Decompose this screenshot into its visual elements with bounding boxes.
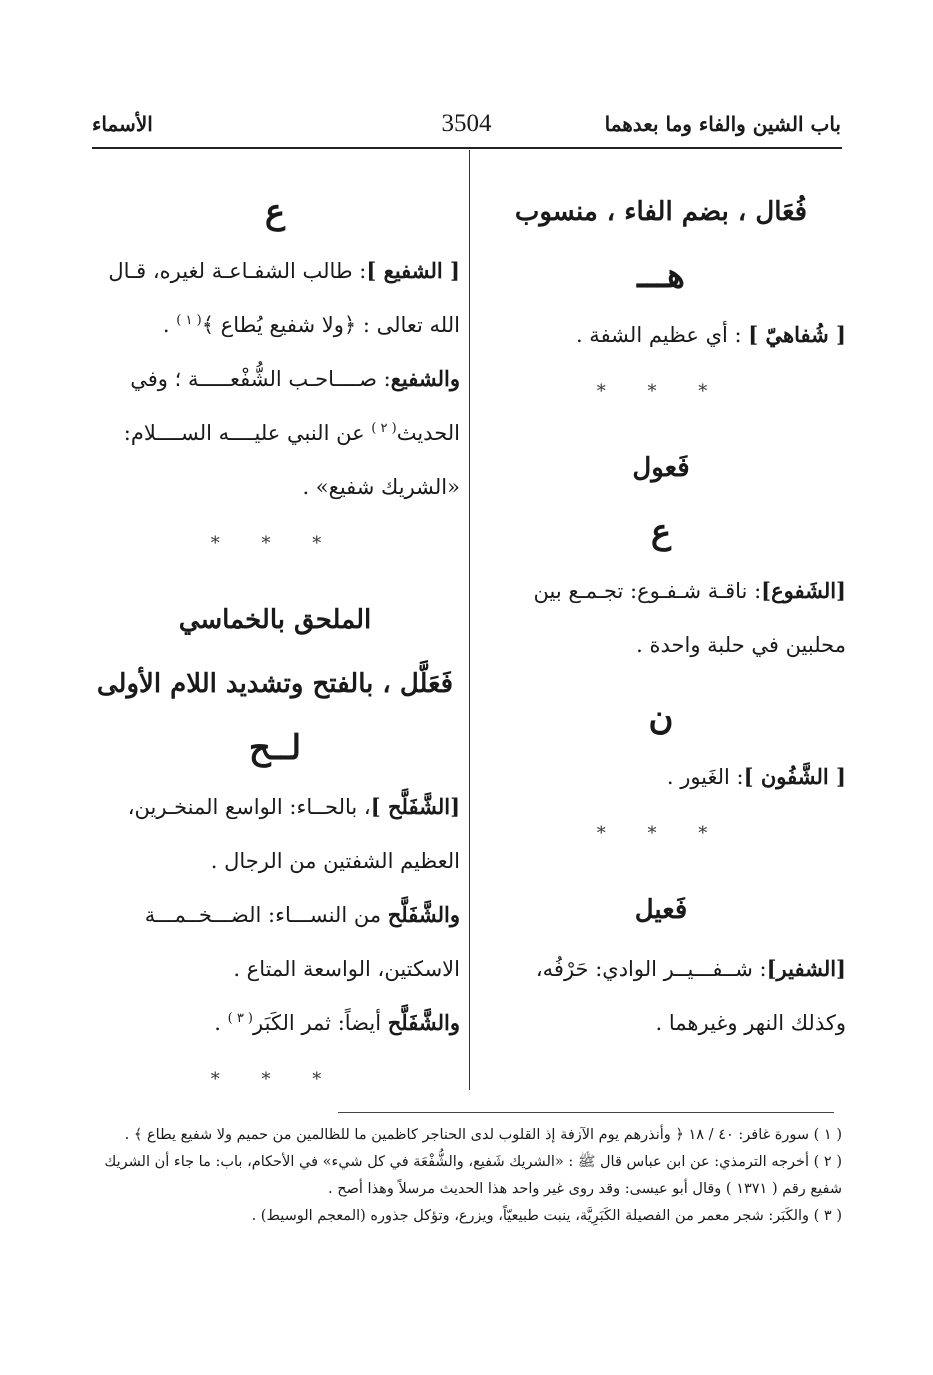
footnote-ref: ( ٣ ) [227, 1011, 254, 1026]
pattern-heading: فُعَال ، بضم الفاء ، منسوب [514, 197, 808, 227]
entry-definition: : طالب الشفـاعـة لغيره، قـال الله تعالى : ﴿ولا شفيع يُطاع ﴾ [108, 259, 460, 337]
entry-headword: [الشَّفَلَّح ] [370, 794, 460, 819]
entry-shafallah-3 [90, 996, 460, 1050]
entry-definition: ، بالحــاء: الواسع المنخـرين، العظيم الشفتين من الرجال . [127, 795, 460, 873]
header-rule [92, 147, 842, 149]
section-separator: * * * [596, 823, 726, 844]
entry-headword: [الشَفوع] [761, 578, 846, 603]
footnotes [90, 1122, 842, 1230]
letter-heading: ن [648, 698, 674, 738]
entry-headword: [الشفير] [766, 956, 846, 981]
letter-heading: لــح [248, 728, 302, 768]
footnote-rule [338, 1112, 834, 1113]
entry-shafi-2 [90, 352, 460, 514]
footnote-2: ( ٢ ) أخرجه الترمذي: عن ابن عباس قال ﷺ : «الشريك شَفيع، والشُّفْعَة في كل شيء» في الأحكام، باب: ما جاء أن الشريك شفيع رقم ( ١٣٧١ ) وقال أبو عيسى: وقد روى غير واحد هذا الحديث مرسلاً وهذا أصح . [104, 1154, 842, 1197]
entry-definition: : ناقـة شـفـوع: تجـمـع بين محلبين في حلبة واحدة . [533, 579, 846, 657]
entry-headword: [ شُفاهيّ ] [748, 322, 846, 347]
section-title: الملحق بالخماسي [178, 605, 372, 635]
entry-shafun [476, 750, 846, 804]
entry-headword: والشفيع [390, 366, 460, 391]
entry-headword: والشَّفَلَّح [387, 902, 460, 927]
section-separator: * * * [210, 1069, 340, 1090]
footnote-1: ( ١ ) سورة غافر: ٤٠ / ١٨ ﴿ وأنذرهم يوم الآزفة إذ القلوب لدى الحناجر كاظمين ما للظالمين من حميم ولا شفيع يطاع ﴾ . [124, 1127, 842, 1143]
footnote-ref: ( ١ ) [176, 313, 202, 328]
pattern-heading: فَعول [632, 453, 690, 483]
entry-definition: : شــفـــيــر الوادي: حَرْفُه، وكذلك النهر وغيرهما . [535, 957, 846, 1035]
entry-definition: : أي عظيم الشفة . [575, 323, 742, 347]
running-header-chapter: باب الشين والفاء وما بعدهما [604, 112, 841, 136]
column-divider [469, 150, 470, 1090]
letter-heading: ع [264, 192, 286, 232]
entry-headword: [ الشفيع ] [366, 258, 460, 283]
entry-shafu [476, 564, 846, 672]
entry-end: . [162, 313, 170, 337]
entry-definition: أيضاً: ثمر الكَبَر [253, 1011, 382, 1035]
entry-definition: من النســـاء: الضـــخــمـــة الاسكتين، الواسعة المتاع . [144, 903, 460, 981]
left-column [90, 180, 460, 1110]
running-header-section: الأسماء [92, 112, 153, 136]
entry-end: . [214, 1011, 221, 1035]
entry-definition: : صــــاحـب الشُّفْعـــــة ؛ وفي الحديث [130, 367, 460, 445]
page-number: 3504 [441, 110, 492, 137]
entry-shafi [90, 244, 460, 352]
entry-headword: والشَّفَلَّح [387, 1010, 460, 1035]
entry-definition-cont: عن النبي عليــــه الســــلام: «الشريك شفيع» . [123, 421, 460, 499]
section-separator: * * * [210, 533, 340, 554]
section-separator: * * * [596, 381, 726, 402]
entry-shafir [476, 942, 846, 1050]
entry-definition: : الغَيور . [666, 765, 744, 789]
entry-shufahi [476, 308, 846, 362]
entry-headword: [ الشَّفُون ] [743, 764, 846, 789]
letter-heading: هـــ [637, 256, 685, 296]
letter-heading: ع [650, 512, 672, 552]
pattern-heading: فَعيل [634, 895, 688, 925]
entry-shafallah-2 [90, 888, 460, 996]
pattern-heading: فَعَلَّل ، بالفتح وتشديد اللام الأولى [96, 669, 454, 699]
right-column [476, 180, 846, 1050]
footnote-ref: ( ٢ ) [371, 421, 397, 436]
footnote-3: ( ٣ ) والكَبَر: شجر معمر من الفصيلة الكَبَرِيَّة، ينبت طبيعيّاً، ويزرع، وتؤكل جذوره (المعجم الوسيط) . [251, 1208, 842, 1224]
entry-shafallah [90, 780, 460, 888]
